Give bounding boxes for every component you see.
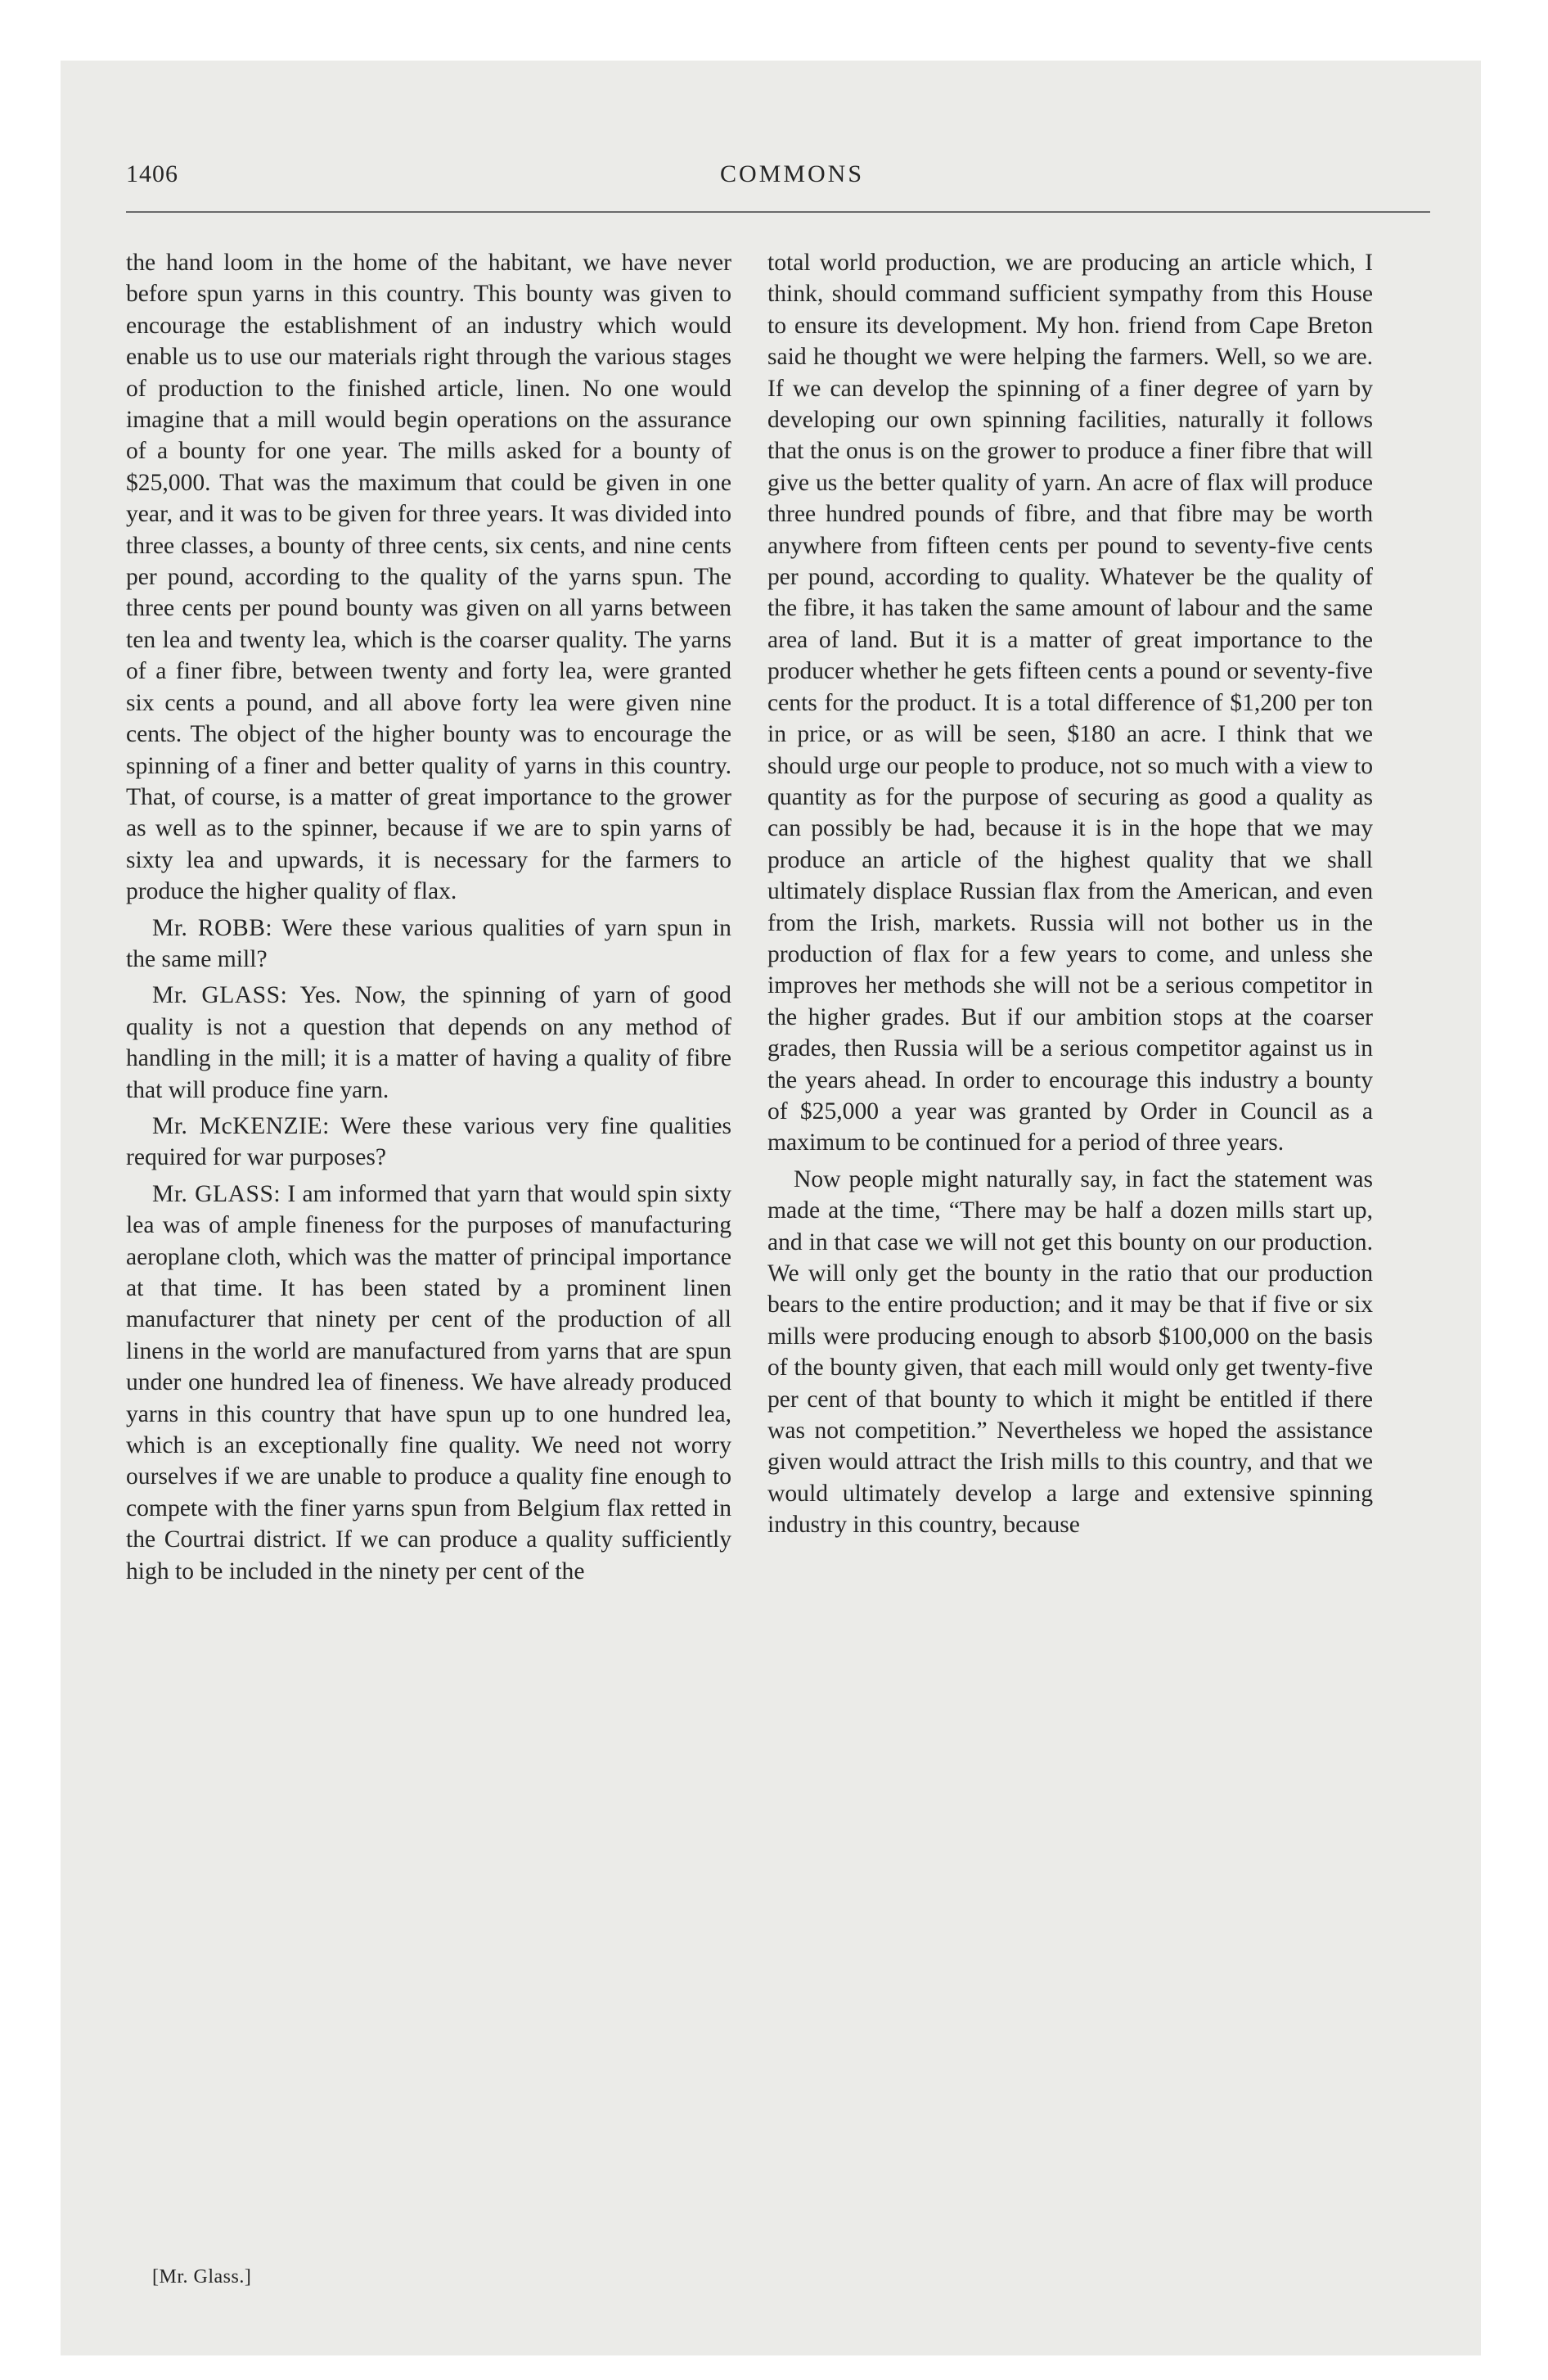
paragraph-text: Were these various qualities of yarn spun in the same mill? <box>126 914 731 972</box>
paragraph-text: Were these various very fine qualities required for war purposes? <box>126 1112 731 1171</box>
speaker-name: Mr. McKENZIE: <box>152 1112 330 1139</box>
paragraph <box>767 1164 1373 1541</box>
speaker-name: Mr. GLASS: <box>152 1180 281 1207</box>
header-rule <box>126 211 1430 213</box>
page-number: 1406 <box>126 160 178 187</box>
left-column <box>126 247 731 1587</box>
paragraph <box>126 1179 731 1587</box>
speaker-attribution: [Mr. Glass.] <box>152 2266 252 2288</box>
right-column <box>767 247 1373 1541</box>
paragraph <box>126 913 731 976</box>
paragraph <box>126 980 731 1106</box>
paragraph-text: the hand loom in the home of the habitant, we have never before spun yarns in this country. This bounty was given to encourage the establishment of an industry which would enable us to use our materials right through the various stages of production to the finished article, linen. No one would imagine that a mill would begin operations on the assurance of a bounty for one year. The mills asked for a bounty of $25,000. That was the maximum that could be given in one year, and it was to be given for three years. It was divided into three classes, a bounty of three cents, six cents, and nine cents per pound, according to the quality of the yarns spun. The three cents per pound bounty was given on all yarns between ten lea and twenty lea, which is the coarser quality. The yarns of a finer fibre, between twenty and forty lea, were granted six cents a pound, and all above forty lea were given nine cents. The object of the higher bounty was to encourage the spinning of a finer and better quality of yarns in this country. That, of course, is a matter of great importance to the grower as well as to the spinner, because if we are to spin yarns of sixty lea and upwards, it is necessary for the farmers to produce the higher quality of flax. <box>126 250 731 905</box>
scanned-page <box>61 61 1481 2355</box>
paragraph <box>126 1111 731 1174</box>
paragraph <box>126 247 731 908</box>
paragraph-text: Now people might naturally say, in fact the statement was made at the time, “There may be half a dozen mills start up, and in that case we will not get this bounty on our production. We will only get the bounty in the ratio that our production bears to the entire production; and it may be that if five or six mills were producing enough to absorb $100,000 on the basis of the bounty given, that each mill would only get twenty-five per cent of that bounty to which it might be entitled if there was not competition.” Nevertheless we hoped the assistance given would attract the Irish mills to this country, and that we would ultimately develop a large and extensive spinning industry in this country, because <box>767 1165 1373 1539</box>
paragraph-text: I am informed that yarn that would spin sixty lea was of ample fineness for the purposes of manufacturing aeroplane cloth, which was the matter of principal importance at that time. It has been stated by a prominent linen manufacturer that ninety per cent of the production of all linens in the world are manufactured from yarns that are spun under one hundred lea of fineness. We have already produced yarns in this country that have spun up to one hundred lea, which is an exceptionally fine quality. We need not worry ourselves if we are unable to produce a quality fine enough to compete with the finer yarns spun from Belgium flax retted in the Courtrai district. If we can produce a quality sufficiently high to be included in the ninety per cent of the <box>126 1180 731 1584</box>
paragraph-text: total world production, we are producing an article which, I think, should command sufficient sympathy from this House to ensure its development. My hon. friend from Cape Breton said he thought we were helping the farmers. Well, so we are. If we can develop the spinning of a finer degree of yarn by developing our own spinning facilities, naturally it follows that the onus is on the grower to produce a finer fibre that will give us the better quality of yarn. An acre of flax will produce three hundred pounds of fibre, and that fibre may be worth anywhere from fifteen cents per pound to seventy-five cents per pound, according to quality. Whatever be the quality of the fibre, it has taken the same amount of labour and the same area of land. But it is a matter of great importance to the producer whether he gets fifteen cents a pound or seventy-five cents for the product. It is a total difference of $1,200 per ton in price, or as will be seen, $180 an acre. I think that we should urge our people to produce, not so much with a view to quantity as for the purpose of securing as good a quality as can possibly be had, because it is in the hope that we may produce an article of the highest quality that we shall ultimately displace Russian flax from the American, and even from the Irish, markets. Russia will not bother us in the production of flax for a few years to come, and unless she improves her methods she will not be a serious competitor in the higher grades. But if our ambition stops at the coarser grades, then Russia will be a serious competitor against us in the years ahead. In order to encourage this industry a bounty of $25,000 a year was granted by Order in Council as a maximum to be continued for a period of three years. <box>767 250 1373 1156</box>
paragraph-text: Yes. Now, the spinning of yarn of good quality is not a question that depends on any method of handling in the mill; it is a matter of having a quality of fibre that will produce fine yarn. <box>126 982 731 1103</box>
running-title: COMMONS <box>719 160 865 187</box>
speaker-name: Mr. ROBB: <box>152 914 273 941</box>
paragraph <box>767 247 1373 1159</box>
speaker-name: Mr. GLASS: <box>152 982 288 1009</box>
